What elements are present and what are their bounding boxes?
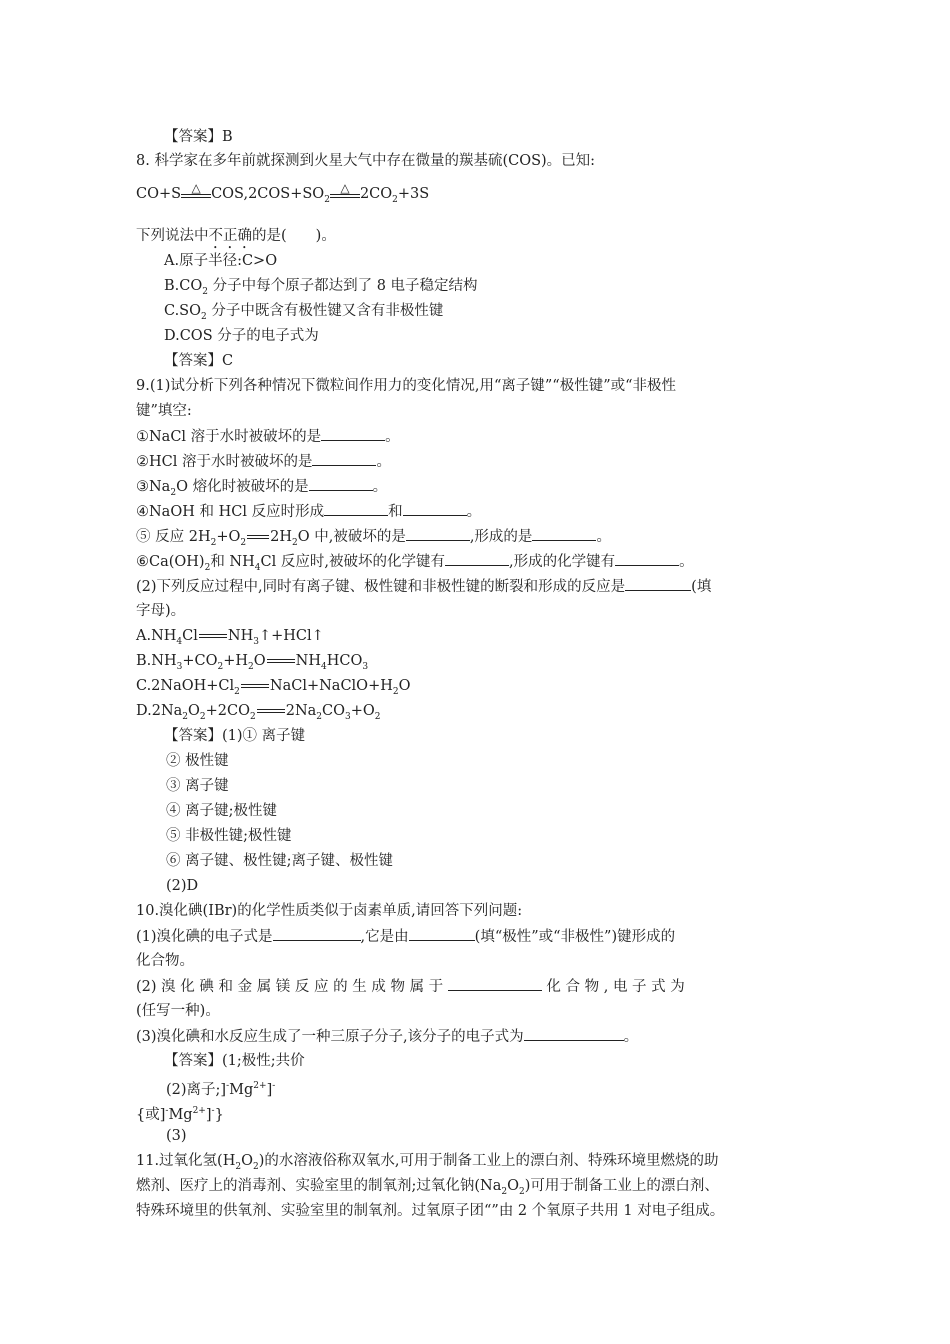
q10-part-1-mid: ,它是由	[360, 929, 409, 945]
q9-stem-4: 字母)。	[136, 603, 186, 619]
q9-stem-1: 9.(1)试分析下列各种情况下微粒间作用力的变化情况,用“离子键”“极性键”或“非极性	[136, 378, 677, 394]
q10-part-1-end: 化合物。	[136, 953, 194, 969]
q9-choice-d-text: D.2Na	[136, 703, 183, 719]
q7-answer: 【答案】B	[164, 129, 233, 145]
q10-answer-4: (3)	[166, 1128, 187, 1144]
q9-answer-6: ⑥ 离子键、极性键;离子键、极性键	[166, 853, 393, 869]
eq1-left: CO+S	[136, 186, 182, 202]
q9-stem-3-tail: (填	[691, 579, 712, 595]
answer-blank[interactable]	[403, 501, 467, 516]
q9-item-5-mid2: ,形成的是	[469, 529, 533, 545]
q9-item-4-pre: ④NaOH 和 HCl 反应时形成	[136, 504, 325, 520]
answer-blank[interactable]	[409, 926, 475, 941]
answer-blank[interactable]	[445, 551, 509, 566]
q8-option-d: D.COS 分子的电子式为	[164, 328, 319, 344]
q10-answer-3-text: {或]	[136, 1106, 166, 1123]
q8-ask-pre: 下列说法中	[136, 228, 209, 244]
q11-line-2-c: )可用于制备工业上的漂白剂、	[524, 1178, 719, 1194]
q9-item-4-mid: 和	[388, 504, 403, 520]
q10-part-2-end: (任写一种)。	[136, 1003, 220, 1019]
q10-answer: 【答案】(1;极性;共价	[164, 1053, 305, 1069]
q8-ask-post: 的是( )。	[252, 228, 336, 244]
q8-ask-emphasis: 不正确	[208, 228, 252, 244]
q10-part-2	[136, 976, 685, 997]
q9-item-6-mid: 和 NH	[210, 554, 255, 570]
q10-answer-2-text: (2)离子;]	[166, 1081, 227, 1098]
answer-blank[interactable]	[524, 1026, 624, 1041]
q11-line-1: 11.过氧化氢$(H_2O_2)$的水溶液俗称双氧水,可用于制备工业上的漂白剂、特殊环境里燃烧的助	[136, 1153, 719, 1172]
q9-choice-a-text: A.NH	[136, 628, 177, 644]
q10-part-2-post: 化 合 物 , 电 子 式 为	[546, 979, 685, 995]
answer-blank[interactable]	[532, 526, 596, 541]
q8-stem: 8. 科学家在多年前就探测到火星大气中存在微量的羰基硫(COS)。已知:	[136, 153, 596, 169]
q9-item-1: ①NaCl 溶于水时被破坏的是 。	[136, 426, 400, 447]
answer-blank[interactable]	[321, 426, 385, 441]
q9-choice-c: $C.2NaOH+Cl_2$ $NaCl+NaClO+H_2O$	[136, 678, 411, 697]
q9-item-5-pre: ⑤ 反应 2H	[136, 529, 211, 545]
q10-answer-3: {或]$^-Mg^{2+}]^-$}	[136, 1106, 224, 1123]
q11-line-3: 特殊环境里的供氧剂、实验室里的制氧剂。过氧原子团“”由 2 个氧原子共用 1 对电子组成。	[136, 1203, 725, 1219]
q11-line-1-b: O	[241, 1153, 253, 1169]
heat-equals-sign-2: △	[330, 192, 360, 198]
q8-option-b-text: 分子中每个原子都达到了 8 电子稳定结构	[212, 278, 478, 294]
q10-part-3	[136, 1026, 638, 1047]
q9-item-6-mid3: ,形成的化学键有	[508, 554, 616, 570]
q8-answer: 【答案】C	[164, 353, 234, 369]
answer-blank[interactable]	[625, 576, 691, 591]
q9-stem-3-text: (2)下列反应过程中,同时有离子键、极性键和非极性键的断裂和形成的反应是	[136, 579, 626, 595]
q9-item-1-text: ①NaCl 溶于水时被破坏的是	[136, 429, 322, 445]
q10-stem: 10.溴化碘(IBr)的化学性质类似于卤素单质,请回答下列问题:	[136, 903, 523, 919]
q10-part-2-text: (2) 溴 化 碘 和 金 属 镁 反 应 的 生 成 物 属 于	[136, 979, 444, 995]
q10-part-3-text: (3)溴化碘和水反应生成了一种三原子分子,该分子的电子式为	[136, 1029, 524, 1045]
q10-part-1-post: (填“极性”或“非极性”)键形成的	[474, 929, 676, 945]
q10-part-3-end: 。	[623, 1029, 639, 1045]
q9-stem-3	[136, 576, 711, 597]
q9-item-2-text: ②HCl 溶于水时被破坏的是	[136, 454, 313, 470]
q9-answer-4: ④ 离子键;极性键	[166, 803, 277, 819]
q9-choice-b-text: B.NH	[136, 653, 177, 669]
q8-option-a: A.原子半径:C>O	[164, 253, 278, 269]
q9-answer-2: ② 极性键	[166, 753, 229, 769]
q9-answer-5: ⑤ 非极性键;极性键	[166, 828, 292, 844]
heat-equals-sign	[181, 181, 211, 198]
q11-line-2: 燃剂、医疗上的消毒剂、实验室里的制氧剂;过氧化钠$(Na_2O_2)$可用于制备工业上的漂白剂、	[136, 1178, 719, 1197]
q11-line-1-a: 11.过氧化氢(H	[136, 1153, 236, 1169]
q9-item-6-pre: ⑥Ca(OH)	[136, 554, 205, 570]
q10-answer-2: (2)离子$;]^-Mg^{2+}]^-$	[166, 1081, 276, 1098]
heat-triangle: △	[191, 181, 201, 195]
q9-item-3-pre: ③Na	[136, 479, 171, 495]
q8-option-c: $C.SO_2$ 分子中既含有极性键又含有非极性键	[164, 303, 444, 322]
q10-part-1-pre: (1)溴化碘的电子式是	[136, 929, 273, 945]
eq2-right: 2CO	[359, 186, 393, 202]
q9-answer-7: (2)D	[166, 878, 199, 894]
eq1-right: COS,2COS+SO	[211, 186, 325, 202]
answer-blank[interactable]	[615, 551, 679, 566]
q9-answer: 【答案】(1)① 离子键	[164, 728, 306, 744]
q11-line-1-c: )的水溶液俗称双氧水,可用于制备工业上的漂白剂、特殊环境里燃烧的助	[258, 1153, 719, 1169]
q8-equations: CO+S △ $COS,2COS+SO_2$ △ $2CO_2+3S$	[136, 184, 429, 210]
q9-item-3-post: O 熔化时被破坏的是	[176, 479, 309, 495]
q9-item-6-mid2: Cl 反应时,被破坏的化学键有	[260, 554, 445, 570]
q8-option-b: $B.CO_2$ 分子中每个原子都达到了 8 电子稳定结构	[164, 278, 478, 297]
q11-line-2-a: 燃剂、医疗上的消毒剂、实验室里的制氧剂;过氧化钠(Na	[136, 1178, 502, 1194]
q10-part-1	[136, 926, 675, 947]
q9-stem-2: 键”填空:	[136, 403, 192, 419]
q9-answer-3: ③ 离子键	[166, 778, 229, 794]
q9-item-6: $⑥Ca(OH)_2$和 $NH_4Cl$ 反应时,被破坏的化学键有 ,形成的化学键有 。	[136, 551, 694, 578]
q9-choice-a: $A.NH_4Cl$ $NH_3↑+HCl↑$	[136, 628, 324, 647]
answer-blank[interactable]	[312, 451, 376, 466]
answer-blank[interactable]	[309, 476, 373, 491]
answer-blank[interactable]	[324, 501, 388, 516]
q9-item-4: ④NaOH 和 HCl 反应时形成 和 。	[136, 501, 481, 522]
answer-blank[interactable]	[406, 526, 470, 541]
q9-choice-b: $B.NH_3+CO_2+H_2O$ $NH_4HCO_3$	[136, 653, 369, 672]
q11-line-2-b: O	[507, 1178, 519, 1194]
answer-blank[interactable]	[273, 926, 361, 941]
q9-item-5: ⑤ 反应 $2H_2+O_2$ $2H_2O$ 中,被破坏的是 ,形成的是 。	[136, 526, 611, 553]
eq2-tail: +3S	[397, 186, 430, 202]
q9-choice-d: $D.2Na_2O_2+2CO_2$ $2Na_2CO_3+O_2$	[136, 703, 381, 722]
q8-question	[136, 226, 336, 252]
q9-choice-c-text: C.2NaOH+Cl	[136, 678, 235, 694]
q9-item-5-mid: ,被破坏的是	[328, 529, 406, 545]
q9-item-2: ②HCl 溶于水时被破坏的是 。	[136, 451, 391, 472]
answer-blank[interactable]	[448, 976, 542, 991]
q9-item-3: $③Na_2O$ 熔化时被破坏的是 。	[136, 476, 387, 503]
q8-option-c-text: 分子中既含有极性键又含有非极性键	[211, 303, 444, 319]
